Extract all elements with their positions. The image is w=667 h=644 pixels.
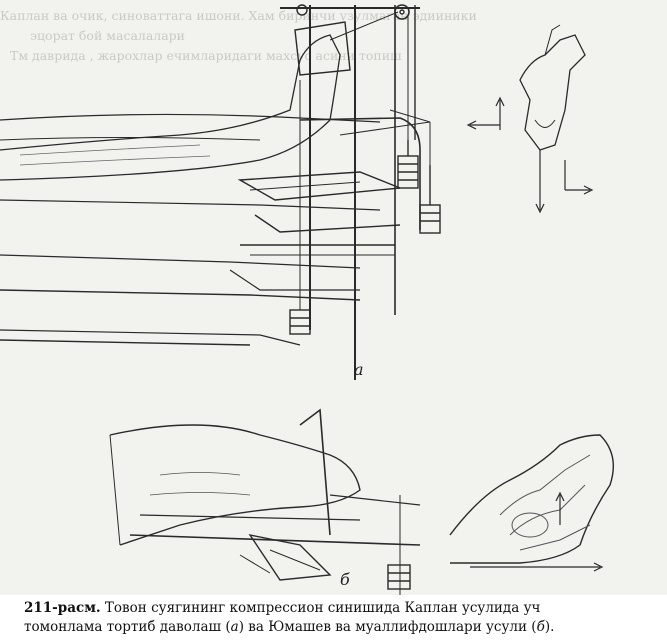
bleed-line: Каплан ва очик, синоваттага ишони. Хам биринчи узулмаган эдииники: [0, 8, 477, 23]
bleed-line: Тм даврида , жарохлар ечимларидаги махсус асини топиш: [10, 48, 402, 63]
figure-label-b: б: [340, 570, 350, 589]
caption-text-2b: ) ва Юмашев ва муаллифдошлари усули (: [238, 619, 537, 635]
caption-line-2: [24, 618, 657, 637]
caption-number: 211-расм.: [24, 600, 101, 616]
caption-text-2c: ).: [544, 619, 555, 635]
caption-ref-a: а: [230, 619, 239, 635]
bleed-line: эцорат бой масалалари: [30, 28, 186, 43]
figure-caption: [0, 595, 667, 644]
figure-b-yumashev-method: [0, 395, 667, 595]
caption-ref-b: б: [536, 619, 545, 635]
caption-line-1: [24, 599, 657, 618]
figure-b-drawing: [0, 395, 667, 595]
caption-text-2a: томонлама тортиб даволаш (: [24, 619, 231, 635]
figure-label-a: а: [354, 360, 364, 379]
caption-text-1: Товон суягининг компрессион синишида Каплан усулида уч: [104, 600, 541, 616]
